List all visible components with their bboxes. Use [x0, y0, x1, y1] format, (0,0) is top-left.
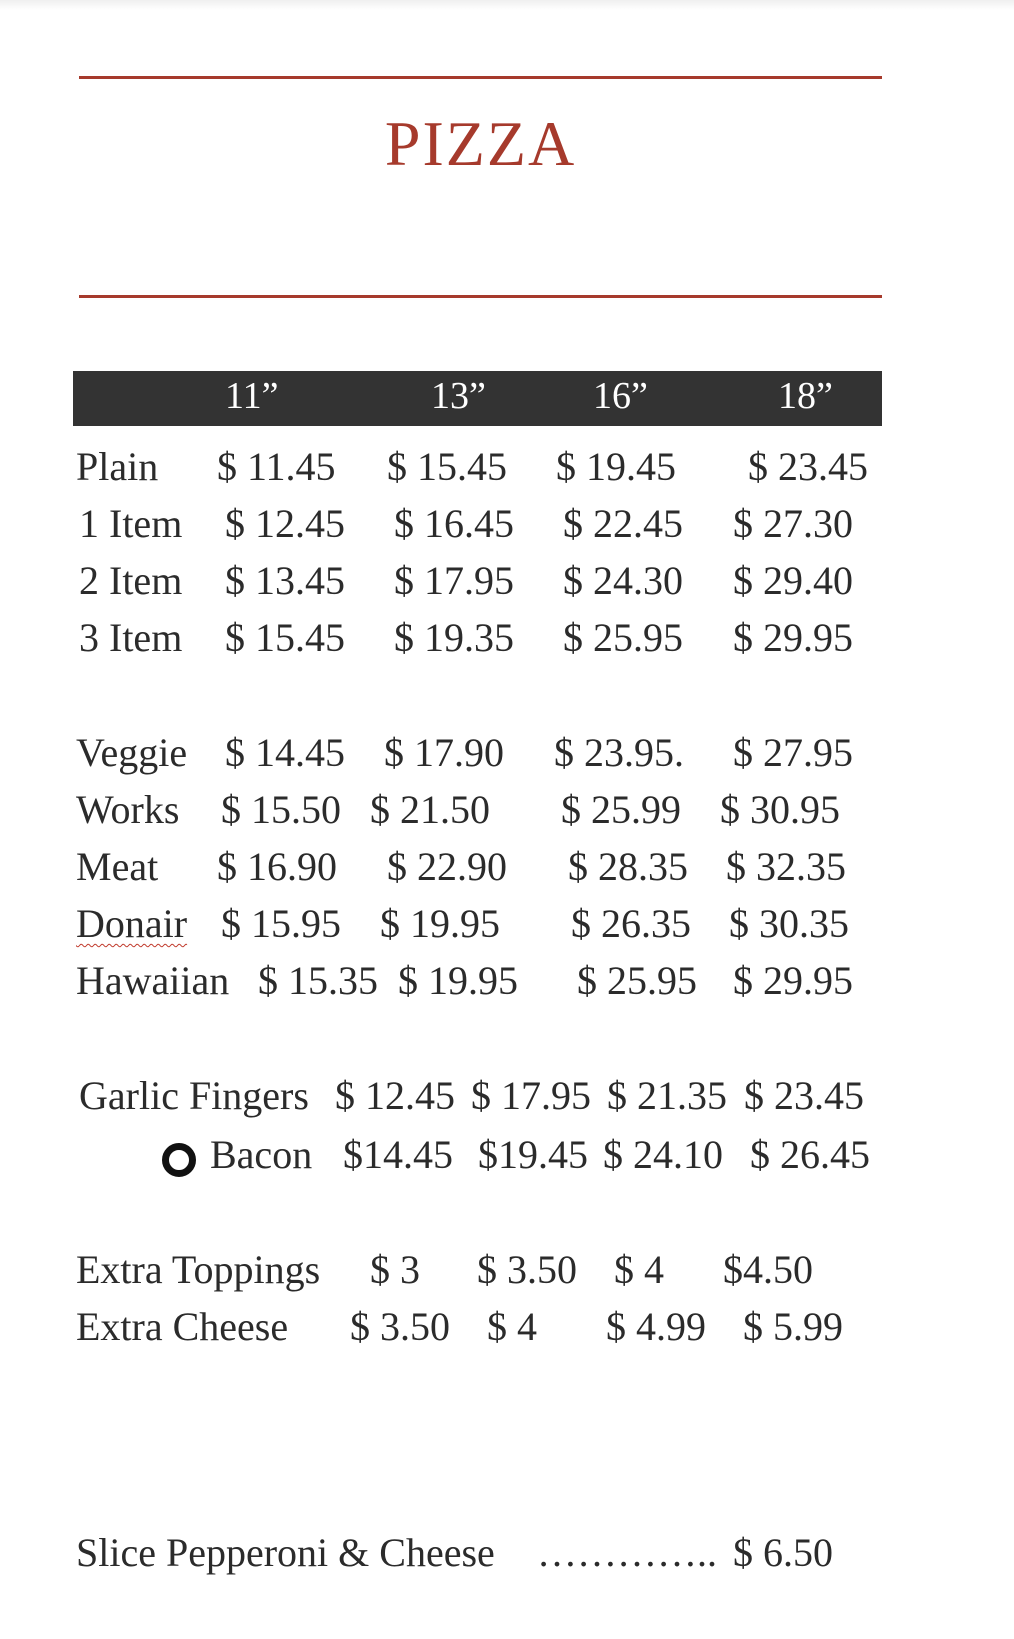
price-18: $ 29.40 — [733, 558, 853, 603]
item-name: 1 Item — [79, 501, 183, 546]
price-11: $ 15.45 — [225, 615, 345, 660]
price-16: $ 25.99 — [561, 787, 681, 832]
price-16: $ 25.95 — [563, 615, 683, 660]
price-18: $ 5.99 — [743, 1304, 843, 1349]
bullet-circle-icon — [162, 1143, 196, 1177]
price-13: $ 17.90 — [384, 730, 504, 775]
price-11: $ 3.50 — [350, 1304, 450, 1349]
price-16: $ 24.30 — [563, 558, 683, 603]
price-18: $ 27.30 — [733, 501, 853, 546]
price-13: $ 4 — [487, 1304, 537, 1349]
price-13: $ 17.95 — [394, 558, 514, 603]
price-13: $ 21.50 — [370, 787, 490, 832]
price-18: $ 23.45 — [748, 444, 868, 489]
price-11: $14.45 — [343, 1132, 453, 1177]
price-16: $ 19.45 — [556, 444, 676, 489]
item-name: Plain — [76, 444, 159, 489]
item-name: Bacon — [210, 1132, 313, 1177]
menu-title: PIZZA — [384, 108, 577, 179]
bottom-rule — [79, 295, 882, 298]
item-name: 2 Item — [79, 558, 183, 603]
size-13: 13” — [431, 375, 486, 417]
top-shade — [0, 0, 1014, 10]
price-16: $ 25.95 — [577, 958, 697, 1003]
item-name: 3 Item — [79, 615, 183, 660]
size-18: 18” — [778, 375, 833, 417]
price-16: $ 23.95. — [554, 730, 684, 775]
price-11: $ 11.45 — [217, 444, 336, 489]
price-16: $ 4 — [614, 1247, 664, 1292]
price-13: $ 15.45 — [387, 444, 507, 489]
top-rule — [79, 76, 882, 79]
price-13: $ 22.90 — [387, 844, 507, 889]
price-11: $ 13.45 — [225, 558, 345, 603]
price-13: $ 16.45 — [394, 501, 514, 546]
price-11: $ 14.45 — [225, 730, 345, 775]
price-16: $ 24.10 — [603, 1132, 723, 1177]
price-11: $ 16.90 — [217, 844, 337, 889]
item-name: Meat — [76, 844, 159, 889]
size-header-bar — [73, 371, 882, 426]
price-11: $ 15.95 — [221, 901, 341, 946]
price-11: $ 3 — [370, 1247, 420, 1292]
price-16: $ 21.35 — [607, 1073, 727, 1118]
price-11: $ 12.45 — [335, 1073, 455, 1118]
item-name: Hawaiian — [76, 958, 230, 1003]
price-13: $ 3.50 — [477, 1247, 577, 1292]
price-13: $19.45 — [478, 1132, 588, 1177]
price-18: $ 27.95 — [733, 730, 853, 775]
price-11: $ 12.45 — [225, 501, 345, 546]
price-13: $ 17.95 — [471, 1073, 591, 1118]
item-name: Works — [76, 787, 180, 832]
price-16: $ 26.35 — [571, 901, 691, 946]
price-18: $ 29.95 — [733, 958, 853, 1003]
price-13: $ 19.95 — [380, 901, 500, 946]
price-16: $ 4.99 — [606, 1304, 706, 1349]
size-11: 11” — [225, 375, 279, 417]
price-11: $ 15.35 — [258, 958, 378, 1003]
price-13: $ 19.35 — [394, 615, 514, 660]
price-16: $ 28.35 — [568, 844, 688, 889]
slice-price: $ 6.50 — [733, 1530, 833, 1575]
item-name: Extra Toppings — [76, 1247, 321, 1292]
price-13: $ 19.95 — [398, 958, 518, 1003]
price-18: $4.50 — [723, 1247, 813, 1292]
price-18: $ 26.45 — [750, 1132, 870, 1177]
item-name: Garlic Fingers — [79, 1073, 309, 1118]
price-18: $ 29.95 — [733, 615, 853, 660]
item-name: Extra Cheese — [76, 1304, 289, 1349]
price-18: $ 30.95 — [720, 787, 840, 832]
item-name: Slice Pepperoni & Cheese — [76, 1530, 495, 1575]
price-11: $ 15.50 — [221, 787, 341, 832]
price-18: $ 23.45 — [744, 1073, 864, 1118]
price-16: $ 22.45 — [563, 501, 683, 546]
item-name: Donair — [76, 901, 188, 946]
item-name: Veggie — [76, 730, 188, 775]
price-18: $ 30.35 — [729, 901, 849, 946]
price-18: $ 32.35 — [726, 844, 846, 889]
leader-dots: ………….. — [537, 1530, 717, 1575]
size-16: 16” — [593, 375, 648, 417]
